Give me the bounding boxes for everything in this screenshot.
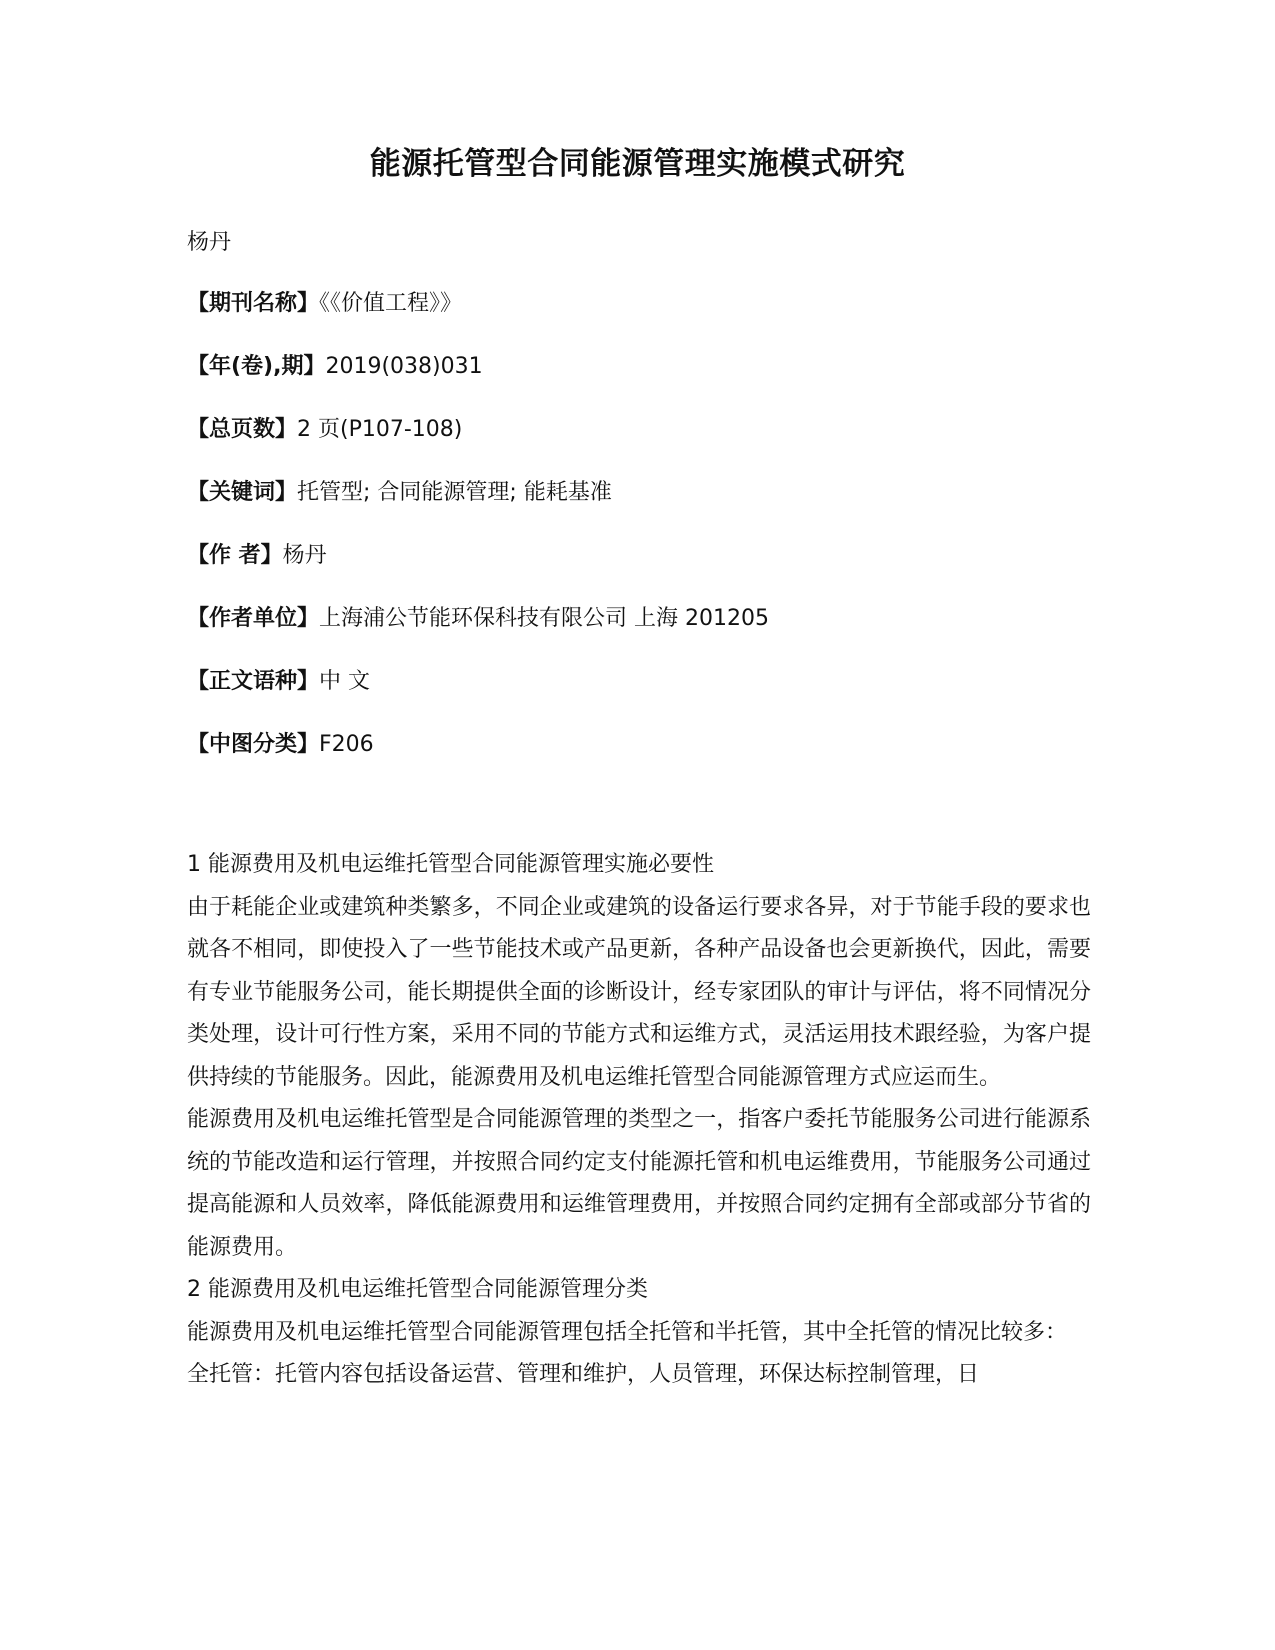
meta-label: 【作 者】 [187,543,283,568]
meta-journal [187,289,1107,352]
meta-value: 2019(038)031 [325,354,483,379]
meta-label: 【正文语种】 [187,669,320,694]
meta-year-volume-issue [187,352,1107,415]
body-paragraph: 能源费用及机电运维托管型是合同能源管理的类型之一，指客户委托节能服务公司进行能源系统的节能改造和运行管理，并按照合同约定支付能源托管和机电运维费用，节能服务公司通过提高能源和人员效率，降低能源费用和运维管理费用，并按照合同约定拥有全部或部分节省的能源费用。 [187,1107,1091,1260]
meta-value: 《《价值工程》》 [319,291,463,316]
meta-author [187,541,1107,604]
document-title: 能源托管型合同能源管理实施模式研究 [369,146,906,182]
meta-keywords [187,478,1107,541]
meta-value: 中 文 [319,669,371,694]
metadata-list [187,289,1107,793]
meta-label: 【年(卷),期】 [187,354,326,379]
body-paragraph: 由于耗能企业或建筑种类繁多，不同企业或建筑的设备运行要求各异，对于节能手段的要求也就各不相同，即使投入了一些节能技术或产品更新，各种产品设备也会更新换代，因此，需要有专业节能服务公司，能长期提供全面的诊断设计，经专家团队的审计与评估，将不同情况分类处理，设计可行性方案，采用不同的节能方式和运维方式，灵活运用技术跟经验，为客户提供持续的节能服务。因此，能源费用及机电运维托管型合同能源管理方式应运而生。 [187,894,1091,1090]
meta-value: 托管型; 合同能源管理; 能耗基准 [297,480,612,505]
meta-label: 【中图分类】 [187,732,320,757]
meta-language [187,667,1107,730]
body-paragraph: 能源费用及机电运维托管型合同能源管理包括全托管和半托管，其中全托管的情况比较多： [187,1319,1068,1345]
section-heading: 2 能源费用及机电运维托管型合同能源管理分类 [187,1277,648,1302]
meta-label: 【关键词】 [187,480,298,505]
meta-value: F206 [319,732,374,757]
meta-value: 2 页(P107-108) [297,417,463,442]
meta-label: 【总页数】 [187,417,298,442]
meta-classification [187,730,1107,793]
body-text [187,844,1091,1397]
meta-label: 【作者单位】 [187,606,320,631]
meta-page-count [187,415,1107,478]
meta-label: 【期刊名称】 [187,291,320,316]
meta-affiliation [187,604,1107,667]
meta-value: 杨丹 [282,543,327,568]
meta-value: 上海浦公节能环保科技有限公司 上海 201205 [319,606,769,631]
body-paragraph: 全托管：托管内容包括设备运营、管理和维护，人员管理，环保达标控制管理，日 [187,1362,980,1387]
author-name: 杨丹 [187,230,232,255]
section-heading: 1 能源费用及机电运维托管型合同能源管理实施必要性 [187,852,714,877]
